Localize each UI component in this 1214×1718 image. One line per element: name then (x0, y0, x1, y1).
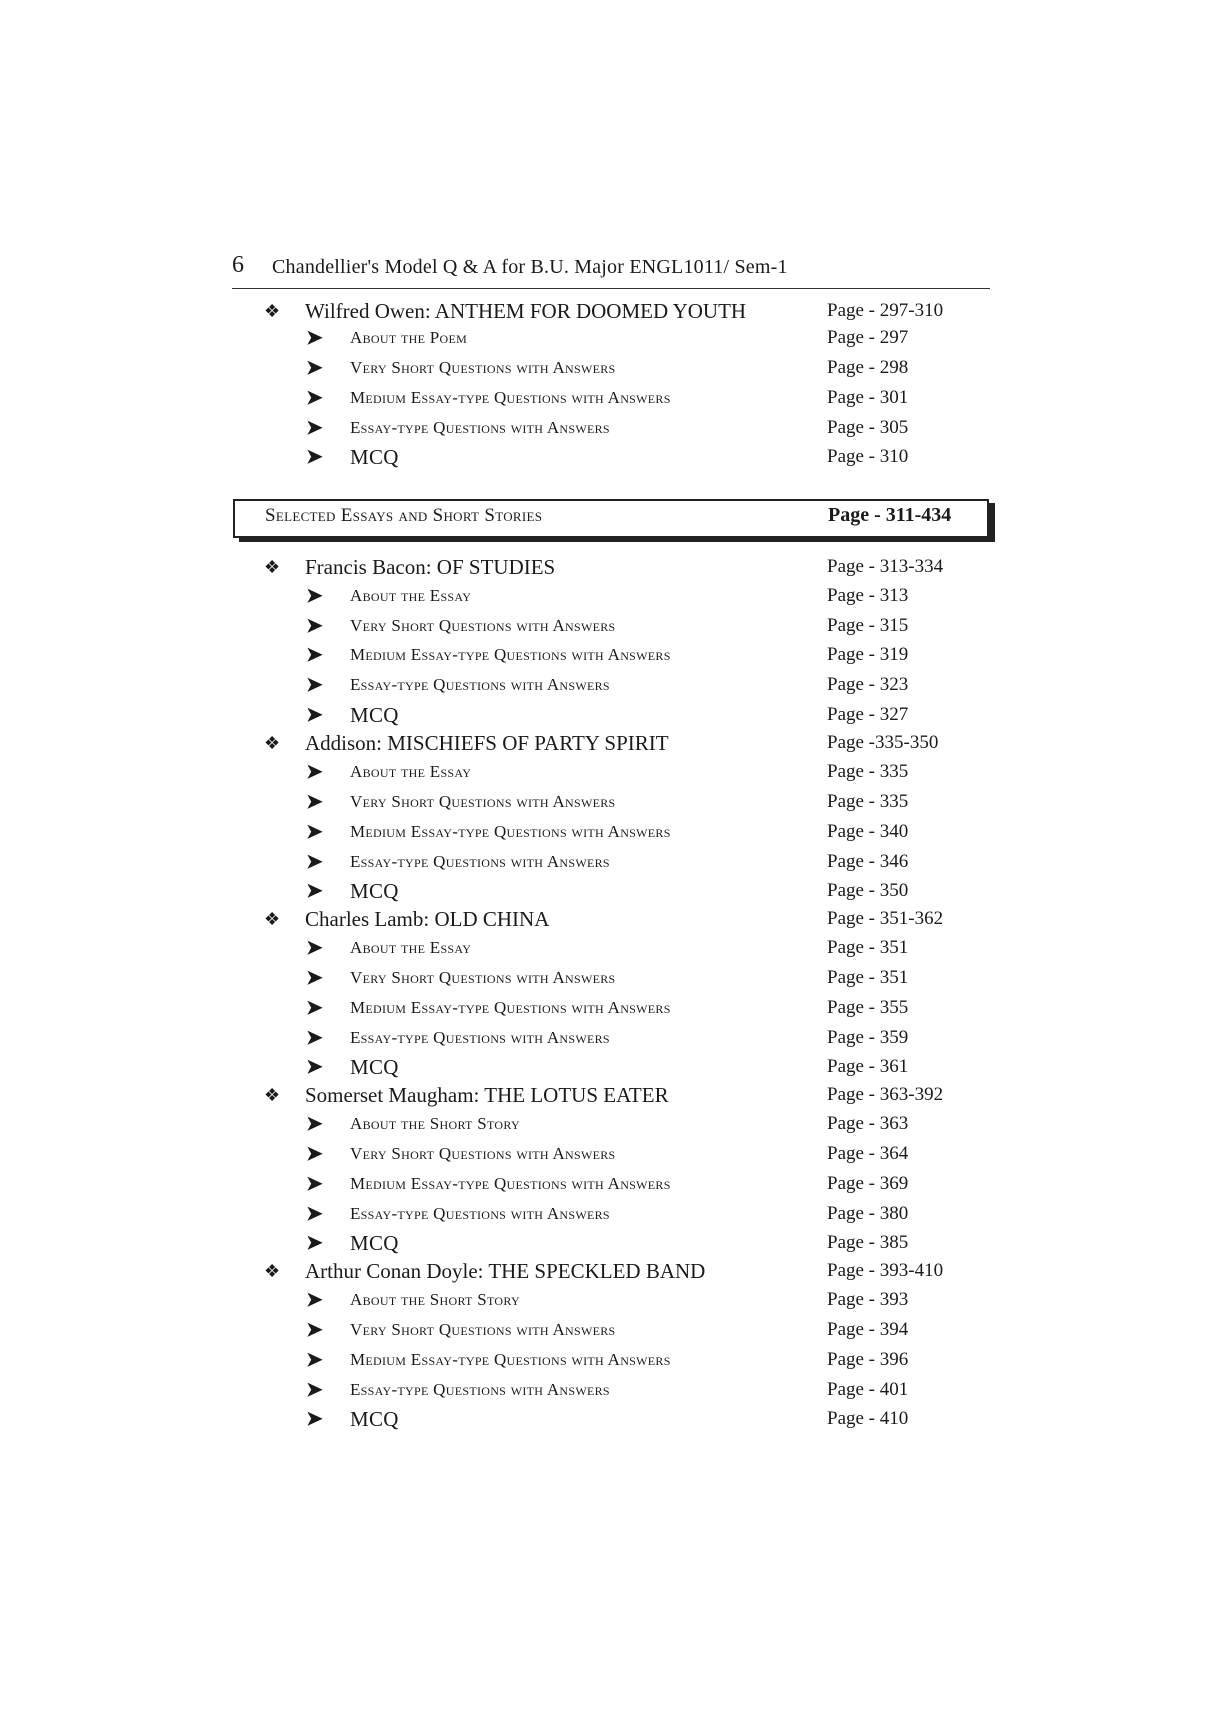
arrowhead-icon: ➤ (306, 1056, 323, 1078)
arrowhead-icon: ➤ (306, 791, 323, 813)
diamond-bullet-icon: ❖ (264, 301, 281, 321)
toc-subitem-label: Medium Essay-type Questions with Answers (350, 822, 671, 841)
running-head-title: Chandellier's Model Q & A for B.U. Major ENGL1011/ Sem-1 (272, 256, 788, 278)
toc-subitem-page: Page - 335 (827, 761, 909, 782)
toc-subitem-page: Page - 350 (827, 880, 909, 901)
arrowhead-icon: ➤ (306, 674, 323, 696)
toc-subitem-page: Page - 364 (827, 1143, 909, 1164)
toc-subitem-page: Page - 313 (827, 585, 909, 606)
toc-subitem-page: Page - 297 (827, 327, 909, 348)
arrowhead-icon: ➤ (306, 615, 323, 637)
toc-subitem-label: Medium Essay-type Questions with Answers (350, 388, 671, 407)
toc-topic-title: Francis Bacon: OF STUDIES (305, 555, 556, 579)
toc-subitem-label: About the Poem (350, 328, 468, 347)
section-heading-pages: Page - 311-434 (828, 504, 952, 526)
toc-subitem-label: MCQ (350, 445, 399, 469)
toc-subitem-label: About the Essay (350, 762, 472, 781)
page-number: 6 (232, 252, 244, 278)
toc-subitem-page: Page - 301 (827, 387, 909, 408)
toc-topic-pages: Page - 297-310 (827, 300, 944, 321)
toc-topic-pages: Page - 313-334 (827, 556, 944, 577)
toc-subitem-page: Page - 396 (827, 1349, 909, 1370)
toc-subitem-label: Essay-type Questions with Answers (350, 418, 610, 437)
toc-subitem-label: Very Short Questions with Answers (350, 792, 616, 811)
diamond-bullet-icon: ❖ (264, 557, 281, 577)
toc-topic-pages: Page - 393-410 (827, 1260, 944, 1281)
arrowhead-icon: ➤ (306, 644, 323, 666)
diamond-bullet-icon: ❖ (264, 1085, 281, 1105)
arrowhead-icon: ➤ (306, 417, 323, 439)
arrowhead-icon: ➤ (306, 704, 323, 726)
arrowhead-icon: ➤ (306, 821, 323, 843)
toc-subitem-label: MCQ (350, 1407, 399, 1431)
toc-subitem-label: MCQ (350, 1055, 399, 1079)
toc-subitem-label: MCQ (350, 703, 399, 727)
toc-subitem-page: Page - 298 (827, 357, 909, 378)
arrowhead-icon: ➤ (306, 1173, 323, 1195)
toc-subitem-page: Page - 310 (827, 446, 909, 467)
toc-subitem-label: Very Short Questions with Answers (350, 968, 616, 987)
arrowhead-icon: ➤ (306, 967, 323, 989)
toc-subitem-page: Page - 369 (827, 1173, 909, 1194)
toc-subitem-page: Page - 323 (827, 674, 909, 695)
section-heading-box (233, 499, 989, 538)
section-heading-title: Selected Essays and Short Stories (265, 505, 543, 526)
diamond-bullet-icon: ❖ (264, 1261, 281, 1281)
arrowhead-icon: ➤ (306, 357, 323, 379)
toc-topic-title: Charles Lamb: OLD CHINA (305, 907, 550, 931)
diamond-bullet-icon: ❖ (264, 733, 281, 753)
toc-subitem-label: About the Essay (350, 586, 472, 605)
toc-subitem-page: Page - 401 (827, 1379, 909, 1400)
arrowhead-icon: ➤ (306, 761, 323, 783)
toc-subitem-label: Very Short Questions with Answers (350, 616, 616, 635)
arrowhead-icon: ➤ (306, 1027, 323, 1049)
toc-subitem-page: Page - 305 (827, 417, 909, 438)
toc-subitem-label: Very Short Questions with Answers (350, 1144, 616, 1163)
toc-subitem-label: Medium Essay-type Questions with Answers (350, 1174, 671, 1193)
arrowhead-icon: ➤ (306, 1232, 323, 1254)
toc-subitem-page: Page - 385 (827, 1232, 909, 1253)
arrowhead-icon: ➤ (306, 1408, 323, 1430)
toc-subitem-label: Very Short Questions with Answers (350, 358, 616, 377)
toc-subitem-label: About the Essay (350, 938, 472, 957)
toc-subitem-label: Medium Essay-type Questions with Answers (350, 1350, 671, 1369)
toc-subitem-page: Page - 361 (827, 1056, 909, 1077)
arrowhead-icon: ➤ (306, 851, 323, 873)
toc-subitem-page: Page - 346 (827, 851, 909, 872)
toc-subitem-page: Page - 351 (827, 967, 909, 988)
arrowhead-icon: ➤ (306, 1113, 323, 1135)
toc-subitem-label: Medium Essay-type Questions with Answers (350, 645, 671, 664)
toc-subitem-label: MCQ (350, 1231, 399, 1255)
toc-subitem-label: About the Short Story (350, 1290, 520, 1309)
toc-subitem-label: Essay-type Questions with Answers (350, 675, 610, 694)
toc-topic-title: Addison: MISCHIEFS OF PARTY SPIRIT (305, 731, 669, 755)
arrowhead-icon: ➤ (306, 880, 323, 902)
toc-subitem-page: Page - 380 (827, 1203, 909, 1224)
toc-topic-title: Wilfred Owen: ANTHEM FOR DOOMED YOUTH (305, 299, 747, 323)
toc-subitem-page: Page - 394 (827, 1319, 909, 1340)
toc-topic-title: Somerset Maugham: THE LOTUS EATER (305, 1083, 669, 1107)
arrowhead-icon: ➤ (306, 1203, 323, 1225)
arrowhead-icon: ➤ (306, 937, 323, 959)
arrowhead-icon: ➤ (306, 1319, 323, 1341)
arrowhead-icon: ➤ (306, 1289, 323, 1311)
toc-subitem-page: Page - 351 (827, 937, 909, 958)
toc-subitem-label: Essay-type Questions with Answers (350, 1204, 610, 1223)
toc-subitem-page: Page - 319 (827, 644, 909, 665)
arrowhead-icon: ➤ (306, 997, 323, 1019)
toc-subitem-label: Essay-type Questions with Answers (350, 1380, 610, 1399)
toc-subitem-label: Medium Essay-type Questions with Answers (350, 998, 671, 1017)
toc-subitem-label: About the Short Story (350, 1114, 520, 1133)
toc-subitem-page: Page - 340 (827, 821, 909, 842)
arrowhead-icon: ➤ (306, 585, 323, 607)
toc-subitem-label: Very Short Questions with Answers (350, 1320, 616, 1339)
toc-topic-title: Arthur Conan Doyle: THE SPECKLED BAND (305, 1259, 706, 1283)
arrowhead-icon: ➤ (306, 1349, 323, 1371)
toc-subitem-page: Page - 315 (827, 615, 909, 636)
toc-subitem-label: MCQ (350, 879, 399, 903)
toc-topic-pages: Page - 351-362 (827, 908, 944, 929)
toc-topic-pages: Page - 363-392 (827, 1084, 944, 1105)
toc-subitem-page: Page - 363 (827, 1113, 909, 1134)
arrowhead-icon: ➤ (306, 446, 323, 468)
arrowhead-icon: ➤ (306, 327, 323, 349)
toc-subitem-page: Page - 355 (827, 997, 909, 1018)
toc-subitem-page: Page - 327 (827, 704, 909, 725)
toc-subitem-page: Page - 393 (827, 1289, 909, 1310)
toc-subitem-page: Page - 359 (827, 1027, 909, 1048)
toc-topic-pages: Page -335-350 (827, 732, 939, 753)
toc-subitem-page: Page - 410 (827, 1408, 909, 1429)
toc-subitem-page: Page - 335 (827, 791, 909, 812)
diamond-bullet-icon: ❖ (264, 909, 281, 929)
arrowhead-icon: ➤ (306, 1143, 323, 1165)
toc-subitem-label: Essay-type Questions with Answers (350, 852, 610, 871)
toc-subitem-label: Essay-type Questions with Answers (350, 1028, 610, 1047)
arrowhead-icon: ➤ (306, 387, 323, 409)
arrowhead-icon: ➤ (306, 1379, 323, 1401)
